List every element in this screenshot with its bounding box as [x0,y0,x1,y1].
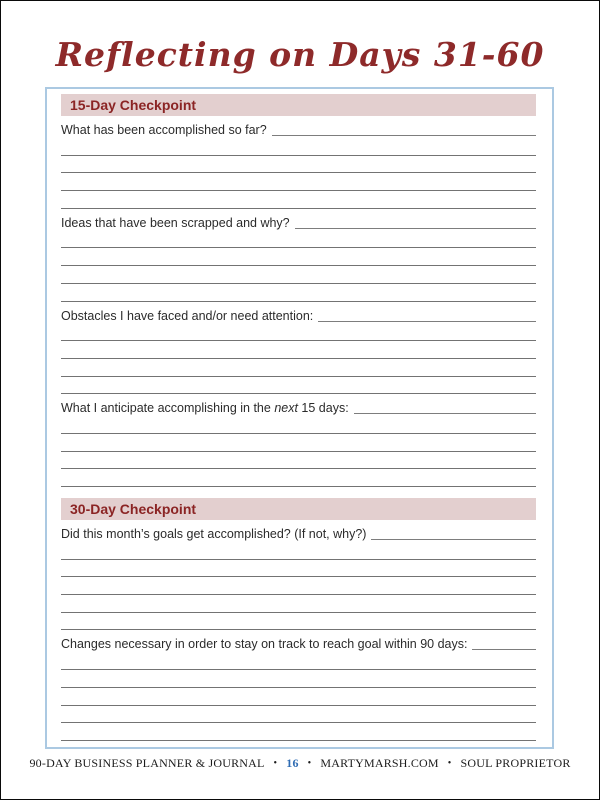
ruled-line [61,359,536,377]
question-label-italic: next [274,401,298,416]
question-label [61,526,366,542]
question-label [61,308,313,324]
footer-brand: SOUL PROPRIETOR [460,756,571,770]
ruled-line [61,542,536,560]
answer-line [295,228,536,229]
ruled-line [61,577,536,595]
question-row [61,302,536,324]
answer-line [354,413,536,414]
question-row [61,630,536,652]
ruled-line [61,416,536,434]
question-label [61,400,349,416]
ruled-line [61,452,536,470]
ruled-line [61,156,536,174]
checkpoint-section [61,94,536,487]
page-number: 16 [286,756,299,770]
question-label-text: Did this month’s goals get accomplished? (If not, why?) [61,527,367,541]
question-label [61,215,290,231]
ruled-line [61,434,536,452]
ruled-line [61,652,536,670]
ruled-line [61,723,536,741]
ruled-line [61,595,536,613]
ruled-line [61,138,536,156]
footer-separator: • [447,758,452,769]
ruled-line [61,688,536,706]
question-label-text: Obstacles I have faced and/or need attention: [61,308,314,323]
question-row [61,209,536,231]
ruled-line [61,266,536,284]
footer-book-title: 90-DAY BUSINESS PLANNER & JOURNAL [29,756,265,770]
question-label [61,122,267,138]
ruled-line [61,469,536,487]
ruled-line [61,341,536,359]
question-label-text: Changes necessary in order to stay on track to reach goal within 90 days: [61,637,468,652]
answer-line [318,321,536,322]
question-row [61,116,536,138]
ruled-line [61,231,536,249]
question-label-text: Ideas that have been scrapped and why? [61,215,290,230]
question-label-text: What I anticipate accomplishing in the [61,401,275,416]
ruled-line [61,613,536,631]
ruled-line [61,173,536,191]
question-row [61,394,536,416]
question-label-text: What has been accomplished so far? [61,123,267,137]
section-heading: 30-Day Checkpoint [61,498,536,520]
footer-separator: • [307,758,312,769]
answer-line [472,649,536,650]
ruled-line [61,706,536,724]
ruled-line [61,191,536,209]
ruled-line [61,248,536,266]
ruled-line [61,377,536,395]
footer-separator: • [273,758,278,769]
ruled-line [61,324,536,342]
worksheet-box [45,87,554,749]
answer-line [272,135,536,136]
page-footer [1,756,599,771]
ruled-line [61,670,536,688]
checkpoint-section [61,498,536,741]
footer-website: MARTYMARSH.COM [320,756,439,770]
answer-line [371,539,536,540]
section-heading: 15-Day Checkpoint [61,94,536,116]
page-title: Reflecting on Days 31-60 [55,35,545,74]
question-label [61,636,467,652]
question-label-text: 15 days: [297,401,349,416]
ruled-line [61,284,536,302]
question-row [61,520,536,542]
ruled-line [61,560,536,578]
